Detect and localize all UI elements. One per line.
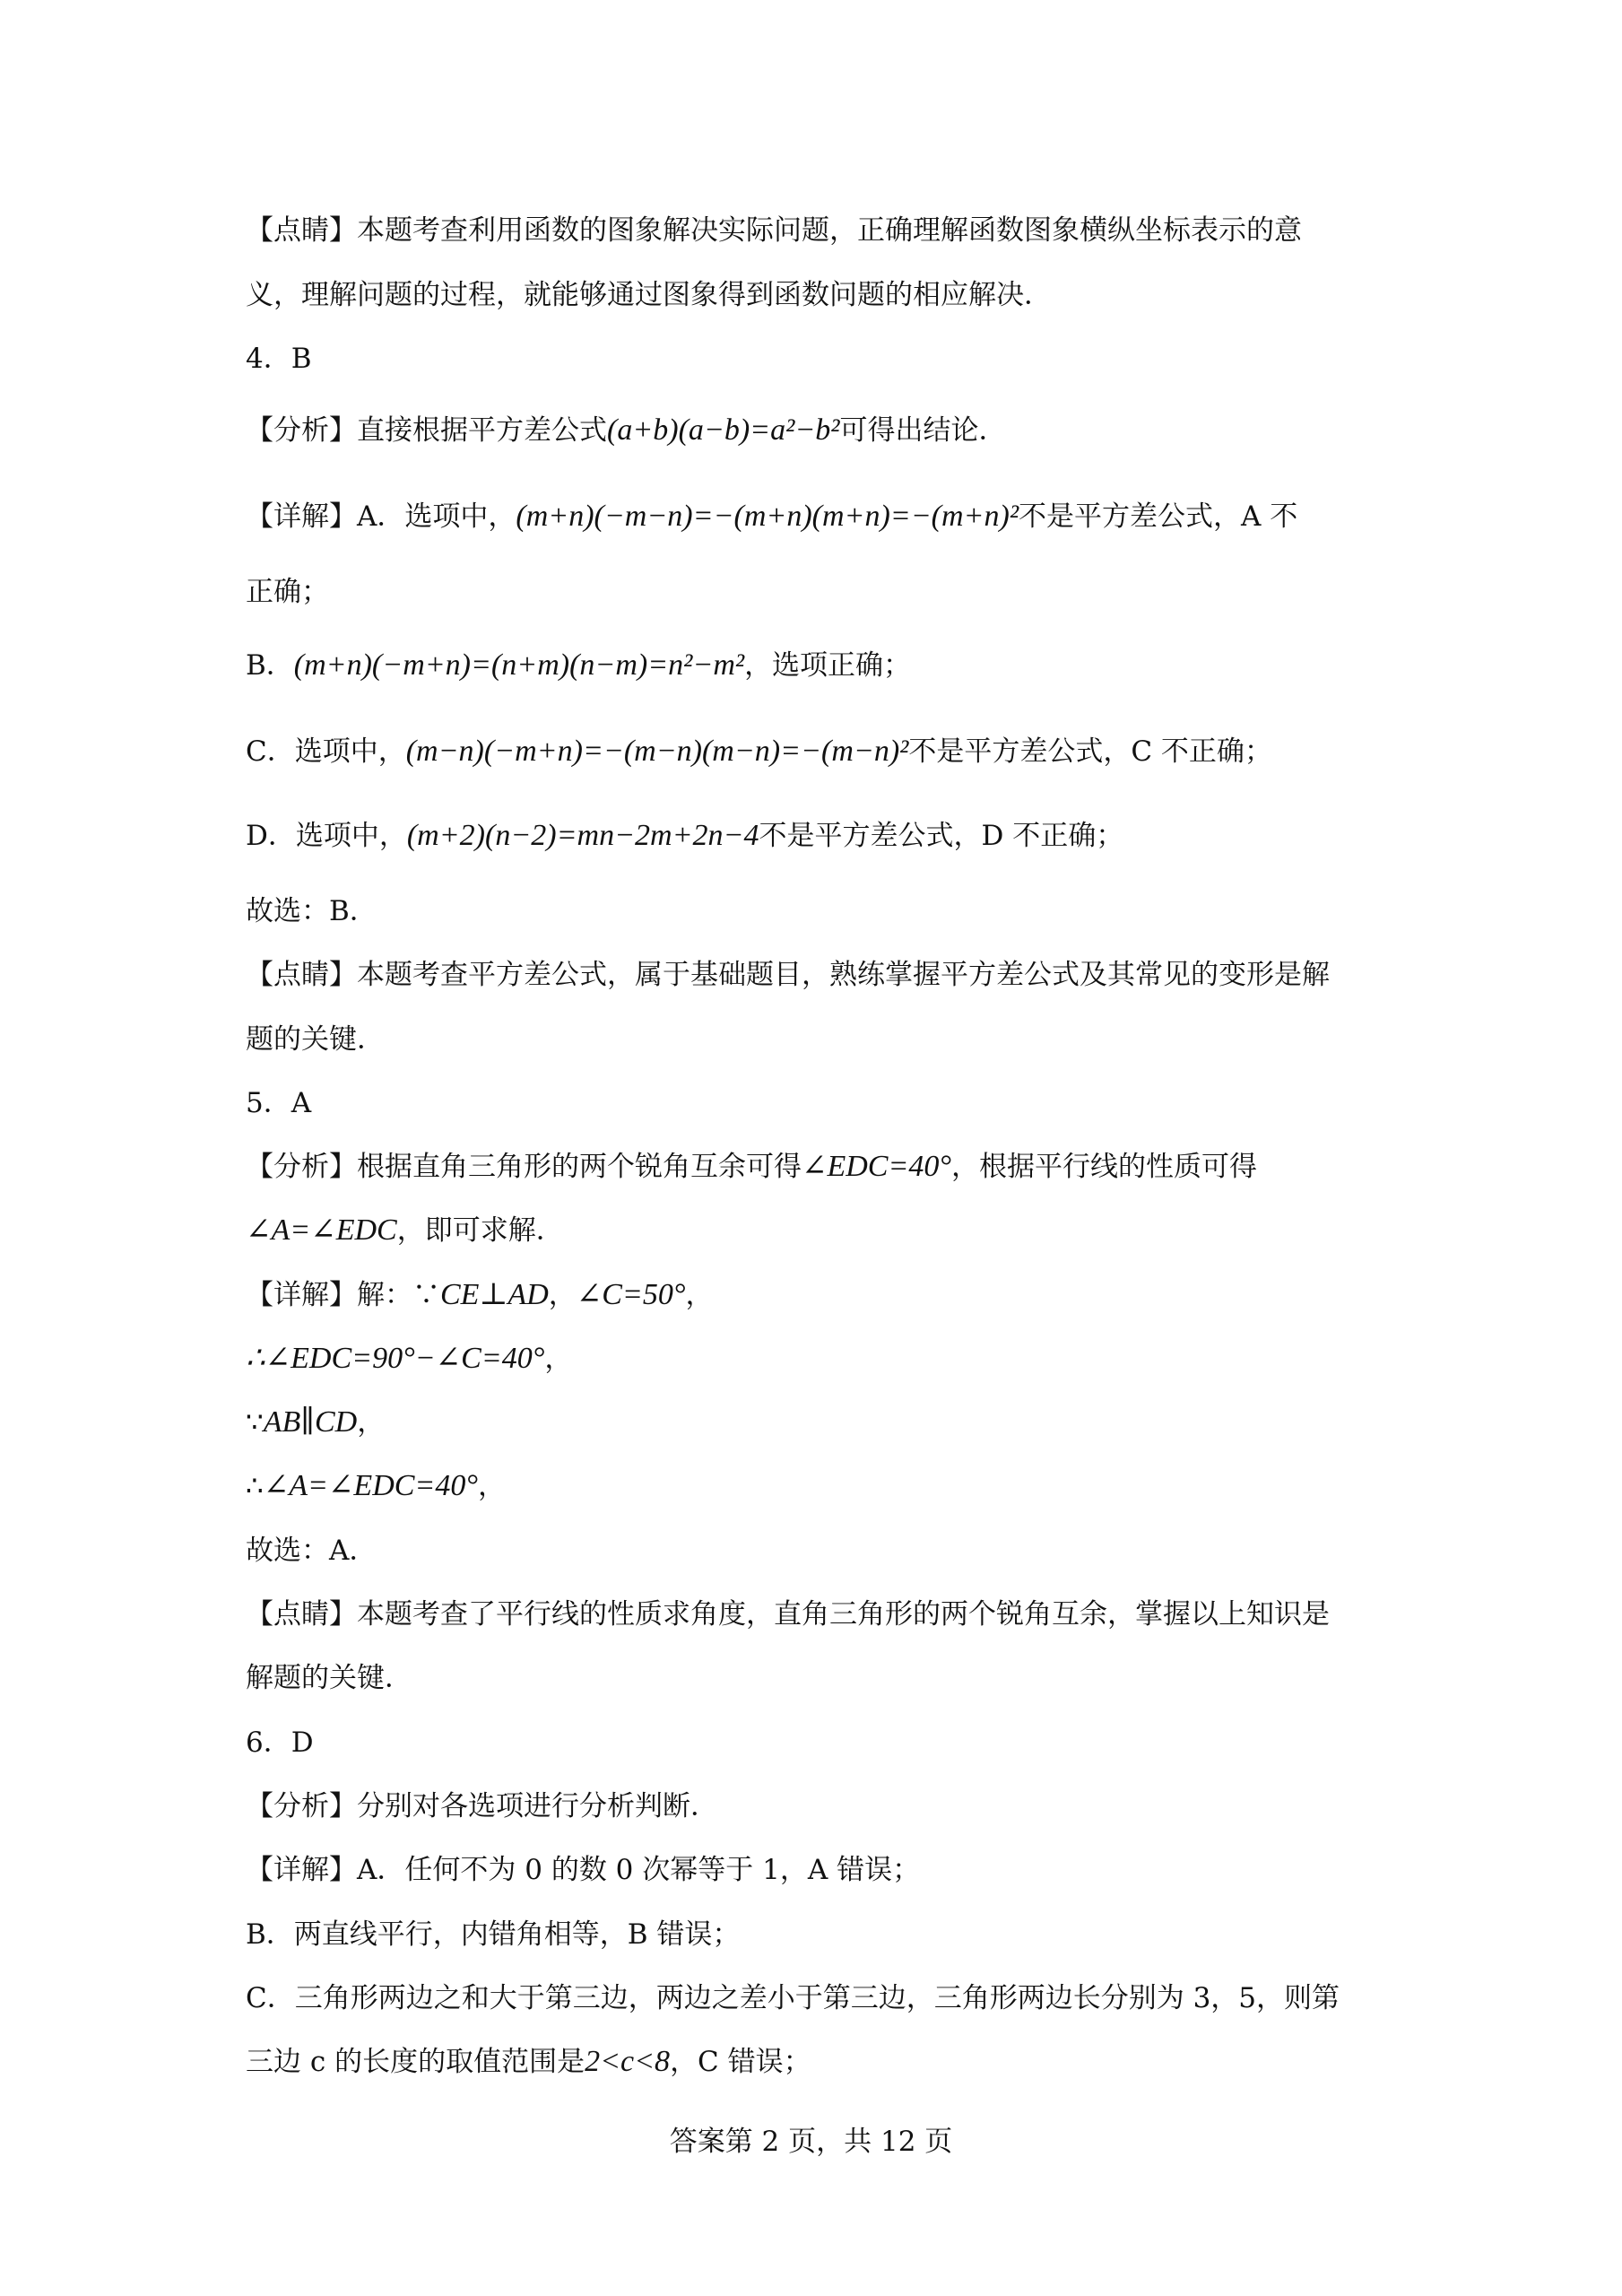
text-line: 题的关键． <box>246 1023 385 1056</box>
math-formula: ∴∠EDC=90°−∠C=40° <box>246 1342 545 1375</box>
math-formula: AB∥CD <box>263 1405 358 1439</box>
text-line: 三边 c 的长度的取值范围是2<c<8，C 错误； <box>246 2045 811 2078</box>
math-formula: ∠A=∠EDC=40° <box>263 1469 478 1502</box>
question-number: 4．B <box>246 343 312 375</box>
math-formula: (m−n)(−m+n)=−(m−n)(m−n)=−(m−n)² <box>405 735 909 768</box>
text-line: C．三角形两边之和大于第三边，两边之差小于第三边，三角形两边长分别为 3，5，则第 <box>246 1982 1340 2014</box>
text-line: D．选项中，(m+2)(n−2)=mn−2m+2n−4不是平方差公式，D 不正确； <box>246 819 1124 852</box>
text-line: ∠A=∠EDC，即可求解． <box>246 1213 564 1247</box>
text-line: 【详解】A．任何不为 0 的数 0 次幂等于 1，A 错误； <box>246 1854 921 1886</box>
text-line: 【点睛】本题考查平方差公式，属于基础题目，熟练掌握平方差公式及其常见的变形是解 <box>246 959 1330 991</box>
text-line: 【分析】直接根据平方差公式(a+b)(a−b)=a²−b²可得出结论． <box>246 413 1007 447</box>
text-line: 【分析】分别对各选项进行分析判断． <box>246 1790 718 1822</box>
math-formula: (m+n)(−m+n)=(n+m)(n−m)=n²−m² <box>293 648 745 682</box>
text-line: ∴∠A=∠EDC=40°， <box>246 1469 506 1502</box>
math-formula: ∠A=∠EDC <box>246 1213 397 1247</box>
math-formula: ∠EDC=40° <box>802 1150 952 1183</box>
text-line: ∵AB∥CD， <box>246 1405 386 1439</box>
math-formula: (m+n)(−m−n)=−(m+n)(m+n)=−(m+n)² <box>516 500 1019 533</box>
text-line: 【详解】A．选项中，(m+n)(−m−n)=−(m+n)(m+n)=−(m+n)²不是平方差公式，A 不 <box>246 500 1298 533</box>
math-formula: (a+b)(a−b)=a²−b² <box>607 413 840 447</box>
text-line: 【点睛】本题考查了平行线的性质求角度，直角三角形的两个锐角互余，掌握以上知识是 <box>246 1598 1330 1631</box>
text-line: ∴∠EDC=90°−∠C=40°， <box>246 1342 573 1375</box>
math-formula: 2<c<8 <box>585 2045 671 2078</box>
text-line: 义，理解问题的过程，就能够通过图象得到函数问题的相应解决． <box>246 279 1052 311</box>
text-line: 解题的关键． <box>246 1662 412 1694</box>
text-line: 正确； <box>246 576 329 608</box>
text-line: 【详解】解：∵CE⊥AD，∠C=50°， <box>246 1278 714 1311</box>
math-formula: (m+2)(n−2)=mn−2m+2n−4 <box>406 819 759 852</box>
text-line: 故选：A． <box>246 1535 377 1567</box>
math-formula: ∠C=50° <box>576 1278 686 1311</box>
page-footer: 答案第 2 页，共 12 页 <box>669 2126 953 2158</box>
text-line: C．选项中，(m−n)(−m+n)=−(m−n)(m−n)=−(m−n)²不是平方差公式，C 不正确； <box>246 735 1272 768</box>
question-number: 5．A <box>246 1087 312 1119</box>
text-line: 故选：B． <box>246 895 377 927</box>
text-line: B．(m+n)(−m+n)=(n+m)(n−m)=n²−m²，选项正确； <box>246 648 912 682</box>
question-number: 6．D <box>246 1726 314 1759</box>
text-line: 【分析】根据直角三角形的两个锐角互余可得∠EDC=40°，根据平行线的性质可得 <box>246 1150 1258 1183</box>
text-line: B．两直线平行，内错角相等，B 错误； <box>246 1918 741 1951</box>
math-formula: CE⊥AD <box>440 1278 549 1311</box>
text-line: 【点睛】本题考查利用函数的图象解决实际问题，正确理解函数图象横纵坐标表示的意 <box>246 214 1302 247</box>
